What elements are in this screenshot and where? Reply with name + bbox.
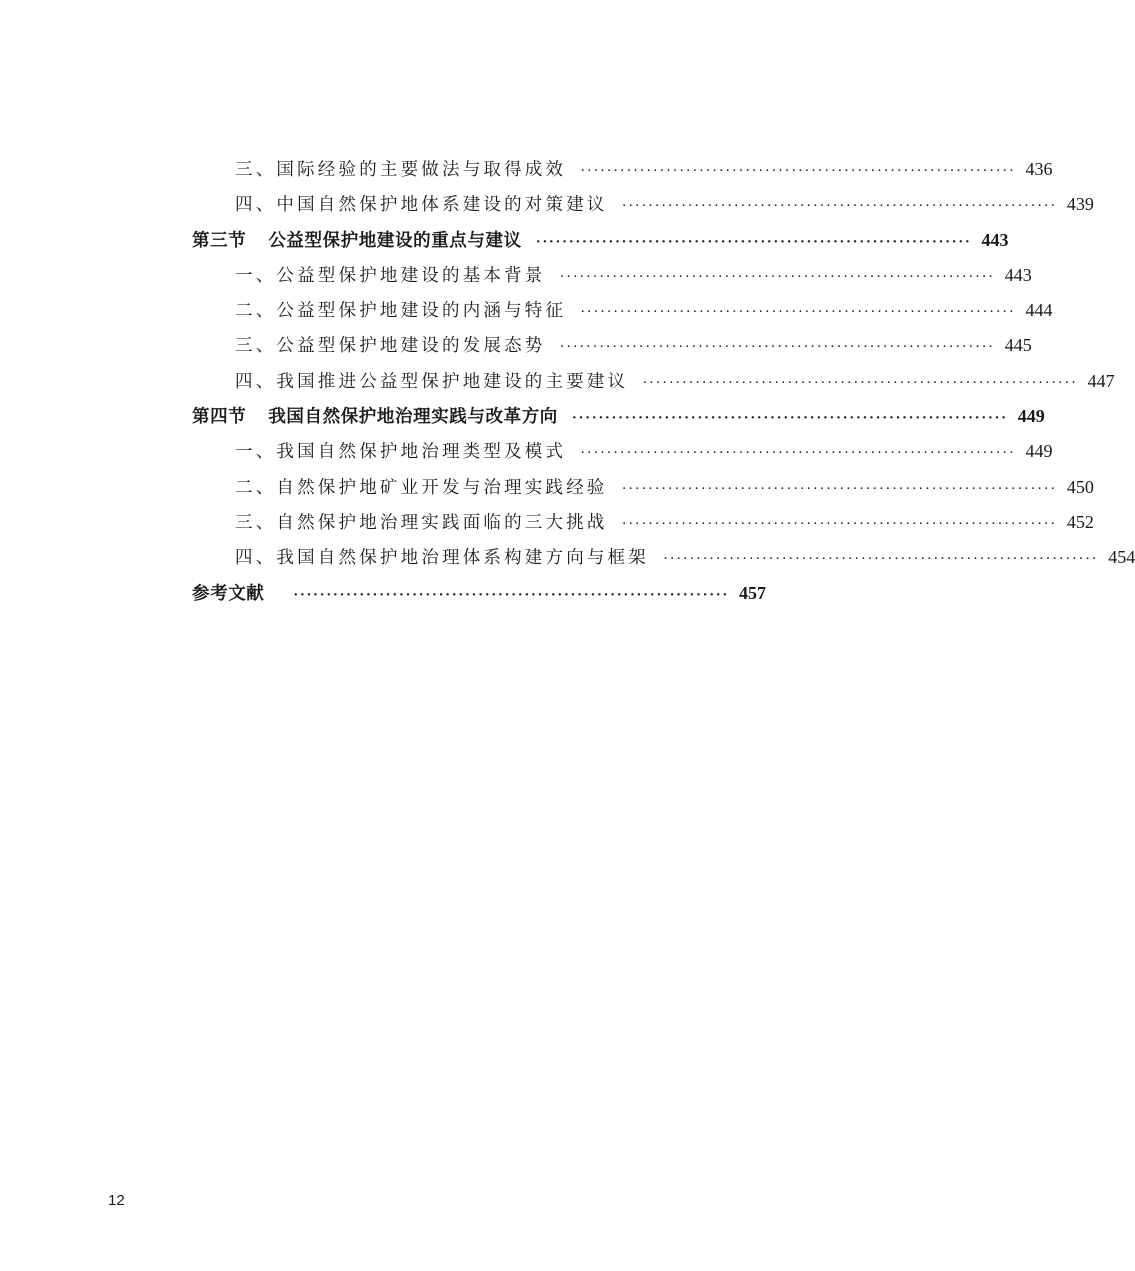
toc-entry[interactable]	[192, 364, 1115, 399]
toc-entry[interactable]	[192, 152, 1053, 187]
toc-entry[interactable]	[192, 293, 1053, 328]
toc-page-number: 436	[1025, 159, 1053, 179]
toc-page-number: 449	[1025, 441, 1053, 462]
table-of-contents	[192, 152, 1135, 611]
toc-page-number: 447	[1087, 370, 1115, 391]
dot-leader: ··································································	[580, 304, 1016, 321]
dot-leader: ··································································	[621, 515, 1057, 532]
toc-page-number: 445	[1004, 335, 1032, 356]
toc-page-number: 439	[1066, 194, 1094, 215]
dot-leader: ··································································	[559, 268, 995, 285]
toc-entry-title: 三、公益型保护地建设的发展态势	[235, 336, 546, 357]
toc-entry[interactable]	[192, 258, 1032, 293]
toc-entry-title: 四、我国推进公益型保护地建设的主要建议	[235, 371, 629, 392]
toc-entry[interactable]	[192, 470, 1094, 505]
toc-entry-title: 一、公益型保护地建设的基本背景	[235, 265, 546, 286]
toc-entry[interactable]	[192, 540, 1135, 575]
toc-page-number: 443	[981, 229, 1009, 250]
toc-section-entry[interactable]	[192, 223, 1009, 258]
toc-page-number: 443	[1004, 264, 1032, 285]
toc-entry-title: 二、自然保护地矿业开发与治理实践经验	[235, 477, 608, 498]
toc-section-title	[192, 400, 558, 435]
dot-leader: ··································································	[580, 445, 1016, 462]
toc-section-entry[interactable]	[192, 399, 1045, 434]
toc-entry-title: 一、我国自然保护地治理类型及模式	[235, 442, 567, 463]
section-heading: 我国自然保护地治理实践与改革方向	[268, 407, 558, 428]
section-label: 第三节	[192, 230, 247, 251]
toc-entry-title: 二、公益型保护地建设的内涵与特征	[235, 301, 567, 322]
toc-page-number: 449	[1017, 406, 1045, 427]
toc-section-entry[interactable]	[192, 576, 766, 611]
toc-page-number: 452	[1066, 511, 1094, 532]
toc-entry[interactable]	[192, 328, 1032, 363]
dot-leader: ··································································	[571, 410, 1008, 427]
toc-section-title	[192, 224, 522, 259]
toc-entry-title: 四、我国自然保护地治理体系构建方向与框架	[235, 548, 649, 569]
section-heading: 公益型保护地建设的重点与建议	[268, 230, 522, 251]
toc-entry-title: 三、国际经验的主要做法与取得成效	[235, 160, 567, 180]
toc-entry-title: 四、中国自然保护地体系建设的对策建议	[235, 195, 608, 216]
section-heading: 参考文献	[192, 583, 265, 604]
toc-entry[interactable]	[192, 434, 1053, 469]
dot-leader: ··································································	[535, 233, 972, 250]
dot-leader: ··································································	[621, 480, 1057, 497]
dot-leader: ··································································	[621, 198, 1057, 215]
dot-leader: ··································································	[580, 163, 1016, 179]
dot-leader: ··································································	[642, 374, 1078, 391]
dot-leader: ··································································	[293, 586, 729, 603]
toc-entry-title: 三、自然保护地治理实践面临的三大挑战	[235, 512, 608, 533]
toc-page-number: 444	[1025, 300, 1053, 321]
toc-page-number: 454	[1108, 547, 1135, 568]
section-label: 第四节	[192, 407, 247, 428]
dot-leader: ··································································	[559, 339, 995, 356]
toc-entry[interactable]	[192, 187, 1094, 222]
toc-entry[interactable]	[192, 505, 1094, 540]
page-number: 12	[108, 1192, 125, 1209]
dot-leader: ··································································	[663, 551, 1099, 568]
toc-page-number: 450	[1066, 476, 1094, 497]
toc-section-title	[192, 577, 264, 612]
toc-page-number: 457	[739, 582, 766, 603]
